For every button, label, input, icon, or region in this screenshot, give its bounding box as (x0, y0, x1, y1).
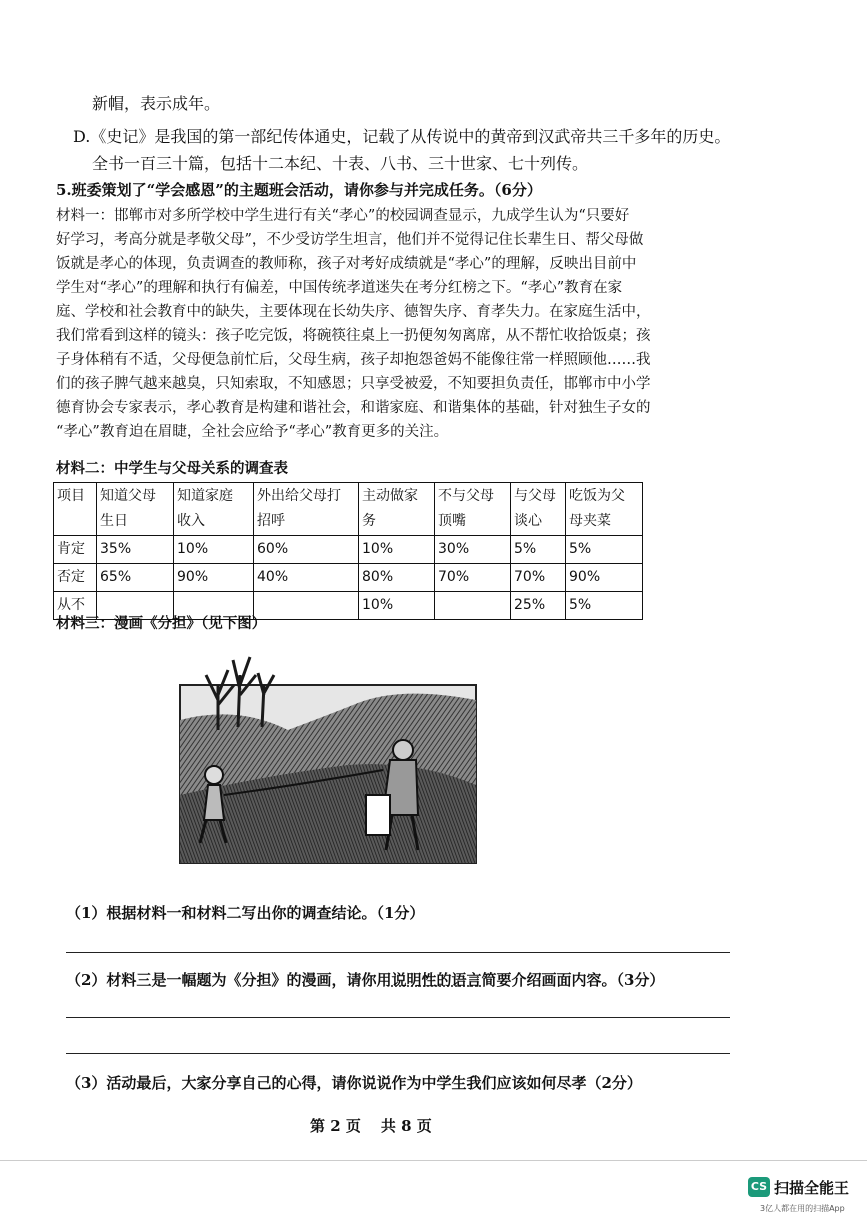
intro-line-1: 新帽，表示成年。 (92, 94, 221, 113)
material-1-line: 材料一：邯郸市对多所学校中学生进行有关“孝心”的校园调查显示，九成学生认为“只要好 (56, 208, 630, 224)
material-1-line: 们的孩子脾气越来越臭，只知索取，不知感恩；只享受被爱，不知要担负责任，邯郸市中小学 (56, 376, 651, 392)
table-header-row (54, 483, 643, 536)
page-number: 第 2 页 (310, 1117, 361, 1135)
camscanner-tagline: 3亿人都在用的扫描App (760, 1204, 845, 1213)
table-row (54, 564, 643, 592)
table-cell: 肯定 (54, 536, 97, 564)
table-header-cell: 知道父母 生日 (97, 483, 174, 536)
table-cell: 10% (359, 536, 435, 564)
table-cell: 60% (254, 536, 359, 564)
table-header-cell: 主动做家 务 (359, 483, 435, 536)
table-header-cell: 不与父母 顶嘴 (435, 483, 511, 536)
answer-line[interactable] (66, 1053, 730, 1054)
sub-question-3: （3）活动最后，大家分享自己的心得，请你说说作为中学生我们应该如何尽孝（2分） (66, 1074, 642, 1092)
material-1-line: 好学习，考高分就是孝敬父母”，不少受访学生坦言，他们并不觉得记住长辈生日、帮父母做 (56, 232, 644, 248)
table-cell: 10% (174, 536, 254, 564)
table-cell: 40% (254, 564, 359, 592)
table-header-cell: 知道家庭 收入 (174, 483, 254, 536)
table-header-cell: 与父母 谈心 (511, 483, 566, 536)
material-1-line: 饭就是孝心的体现，负责调查的教师称，孩子对考好成绩就是“孝心”的理解，反映出目前中 (56, 256, 637, 272)
table-cell: 5% (566, 536, 643, 564)
material-1-line: 子身体稍有不适，父母便急前忙后，父母生病，孩子却抱怨爸妈不能像往常一样照顾他……我 (56, 352, 651, 368)
material-1-line: “孝心”教育迫在眉睫，全社会应给予“孝心”教育更多的关注。 (56, 424, 449, 440)
table-cell (254, 592, 359, 620)
sub-question-2-part2: 简要介绍画面内容。（3分） (481, 971, 665, 989)
table-cell: 80% (359, 564, 435, 592)
table-cell: 5% (566, 592, 643, 620)
survey-table (53, 482, 643, 620)
material-1-line: 德育协会专家表示，孝心教育是构建和谐社会，和谐家庭、和谐集体的基础，针对独生子女的 (56, 400, 651, 416)
table-cell: 30% (435, 536, 511, 564)
table-cell: 5% (511, 536, 566, 564)
table-cell: 70% (511, 564, 566, 592)
sub-question-2 (66, 970, 664, 990)
table-cell: 35% (97, 536, 174, 564)
material-1-line: 我们常看到这样的镜头：孩子吃完饭，将碗筷往桌上一扔便匆匆离席，从不帮忙收拾饭桌；孩 (56, 328, 651, 344)
material-1-paragraph (56, 204, 656, 444)
table-cell: 65% (97, 564, 174, 592)
table-header-cell: 外出给父母打 招呼 (254, 483, 359, 536)
table-row (54, 536, 643, 564)
sub-question-1: （1）根据材料一和材料二写出你的调查结论。（1分） (66, 904, 425, 922)
intro-line-2: D.《史记》是我国的第一部纪传体通史，记载了从传说中的黄帝到汉武帝共三千多年的历史。 (73, 127, 731, 146)
sub-question-2-emphasis: 说明性的语言 (391, 971, 482, 989)
table-header-cell: 项目 (54, 483, 97, 536)
comic-illustration (178, 645, 478, 865)
table-cell: 90% (174, 564, 254, 592)
table-cell: 10% (359, 592, 435, 620)
material-1-line: 庭、学校和社会教育中的缺失，主要体现在长幼失序、德智失序、育孝失力。在家庭生活中， (56, 304, 651, 320)
bottom-divider (0, 1160, 867, 1161)
comic-sign (366, 795, 390, 835)
intro-line-3: 全书一百三十篇，包括十二本纪、十表、八书、三十世家、七十列传。 (92, 154, 589, 173)
material-3-title: 材料三：漫画《分担》（见下图） (56, 615, 267, 632)
table-cell: 70% (435, 564, 511, 592)
answer-line[interactable] (66, 1017, 730, 1018)
camscanner-logo-icon: CS (748, 1177, 770, 1197)
table-cell (435, 592, 511, 620)
material-1-line: 学生对“孝心”的理解和执行有偏差，中国传统孝道迷失在考分红榜之下。“孝心”教育在家 (56, 280, 623, 296)
question-5-title: 5.班委策划了“学会感恩”的主题班会活动，请你参与并完成任务。（6分） (56, 181, 542, 199)
table-cell: 否定 (54, 564, 97, 592)
page-total: 共 8 页 (380, 1117, 432, 1135)
sub-question-2-part1: （2）材料三是一幅题为《分担》的漫画，请你用 (66, 971, 392, 989)
table-cell: 从不 (54, 592, 97, 620)
page-footer (310, 1115, 452, 1136)
table-cell: 25% (511, 592, 566, 620)
material-2-title: 材料二：中学生与父母关系的调查表 (56, 460, 288, 477)
table-cell: 90% (566, 564, 643, 592)
answer-line[interactable] (66, 952, 730, 953)
table-header-cell: 吃饭为父 母夹菜 (566, 483, 643, 536)
camscanner-name: 扫描全能王 (774, 1179, 850, 1197)
